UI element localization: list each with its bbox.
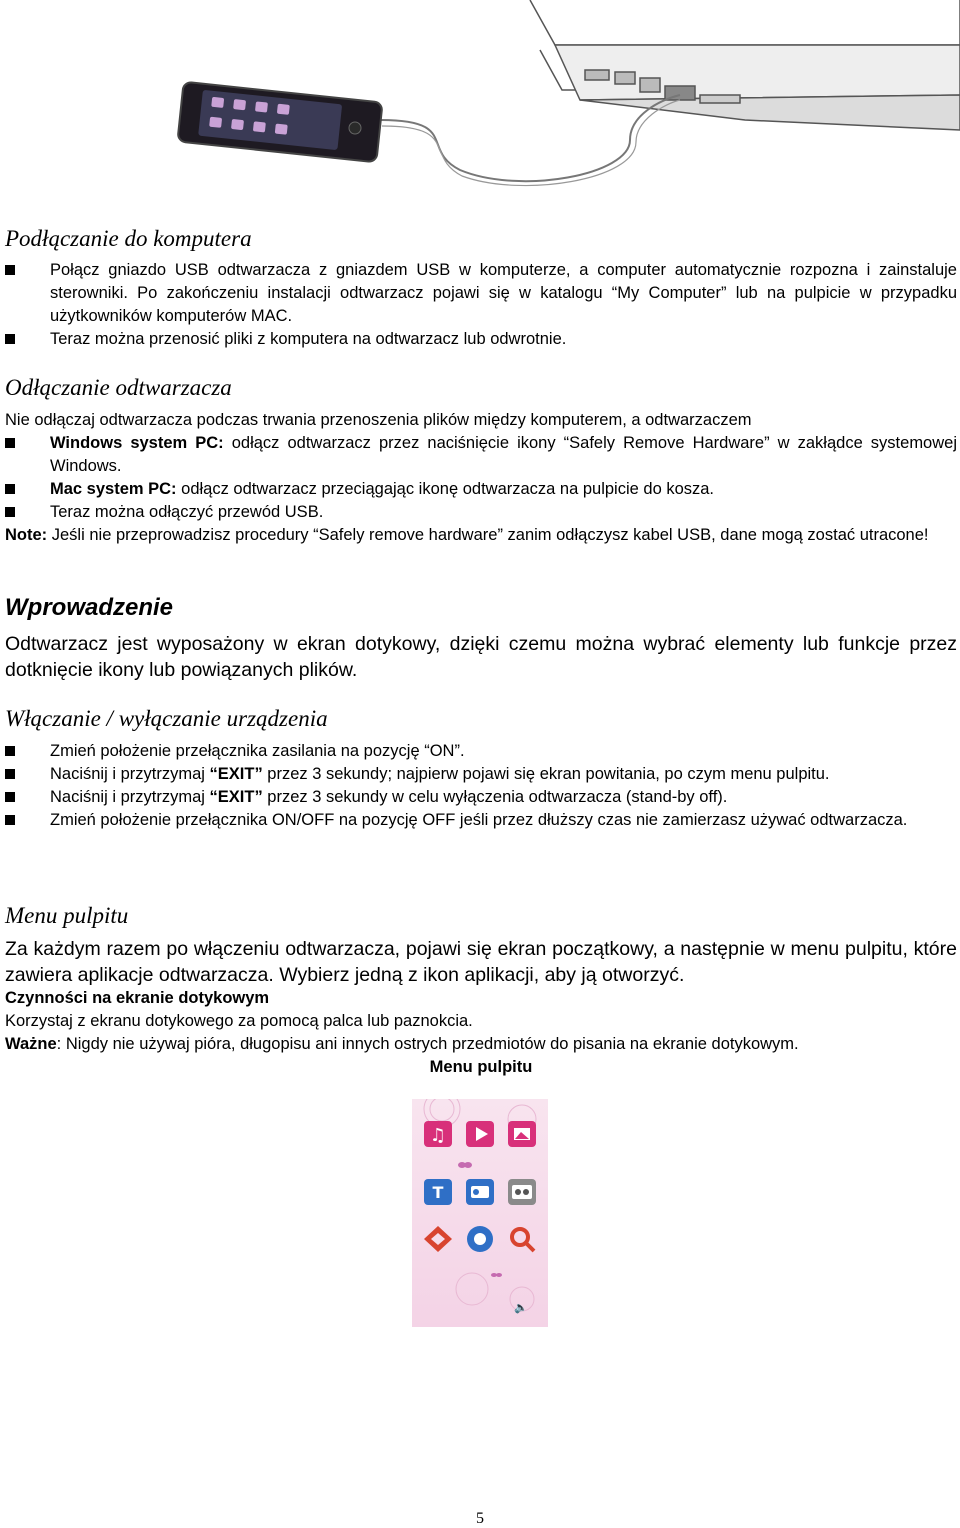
note-text: Jeśli nie przeprowadzisz procedury “Safely remove hardware” zanim odłączysz kabel USB, dane mogą zostać utracone! [47, 526, 929, 544]
subheading [5, 987, 957, 1010]
video-icon[interactable] [466, 1121, 494, 1147]
section-title: Menu pulpitu [5, 903, 129, 928]
section-body [5, 740, 957, 832]
volume-icon[interactable]: 🔈 [514, 1301, 528, 1314]
windows-label: Windows system PC: [50, 434, 224, 452]
mac-label: Mac system PC: [50, 480, 177, 498]
item-text: przez 3 sekundy; najpierw pojawi się ekran powitania, po czym menu pulpitu. [262, 765, 830, 783]
list-item [5, 786, 957, 809]
list-item [5, 763, 957, 786]
exit-label: “EXIT” [209, 788, 263, 806]
caption-text: Menu pulpitu [429, 1058, 533, 1076]
figure-caption [5, 1056, 957, 1079]
svg-text:T: T [432, 1183, 444, 1202]
paragraph: Za każdym razem po włączeniu odtwarzacza, pojawi się ekran początkowy, a następnie w menu pulpitu, które zawiera aplikacje odtwarzacza. Wybierz jedną z ikon aplikacji, aby ją otworzyć. [5, 938, 957, 986]
item-text: Naciśnij i przytrzymaj [50, 788, 210, 806]
section-body [5, 259, 957, 351]
section-title: Wprowadzenie [5, 594, 174, 621]
music-icon[interactable] [424, 1121, 452, 1147]
page-number: 5 [476, 1510, 484, 1527]
list-item [5, 432, 957, 478]
warning-label: Ważne [5, 1035, 57, 1053]
text-reader-icon[interactable] [424, 1179, 452, 1205]
touchscreen-section [5, 987, 957, 1079]
subheading-text: Czynności na ekranie dotykowym [5, 989, 270, 1007]
usb-cable [380, 95, 680, 181]
usb-connection-illustration [160, 0, 960, 200]
section-body [5, 631, 957, 683]
list-item: Zmień położenie przełącznika zasilania na pozycję “ON”. [5, 740, 957, 763]
item-text: Naciśnij i przytrzymaj [50, 765, 210, 783]
list-item: Teraz można odłączyć przewód USB. [5, 501, 957, 524]
section-title: Włączanie / wyłączanie urządzenia [5, 706, 328, 731]
exit-label: “EXIT” [209, 765, 263, 783]
list-item: Teraz można przenosić pliki z komputera na odtwarzacz lub odwrotnie. [5, 328, 957, 351]
settings-icon[interactable] [467, 1226, 493, 1252]
recorder-icon[interactable] [508, 1179, 536, 1205]
section-title: Podłączanie do komputera [5, 226, 252, 251]
paragraph: Nie odłączaj odtwarzacza podczas trwania przenoszenia plików między komputerem, a odtwarzaczem [5, 411, 752, 429]
paragraph: Korzystaj z ekranu dotykowego za pomocą palca lub paznokcia. [5, 1012, 473, 1030]
note-label: Note: [5, 526, 48, 544]
media-player-icon [177, 82, 382, 163]
list-item [5, 478, 957, 501]
desktop-menu-screen [412, 1099, 548, 1327]
paragraph: Odtwarzacz jest wyposażony w ekran dotykowy, dzięki czemu można wybrać elementy lub funkcje przez dotknięcie ikony lub powiązanych plików. [5, 633, 957, 681]
section-title: Odłączanie odtwarzacza [5, 375, 232, 400]
svg-text:♫: ♫ [429, 1125, 447, 1146]
warning-paragraph [5, 1033, 957, 1056]
list-item: Połącz gniazdo USB odtwarzacza z gniazdem USB w komputerze, a computer automatycznie rozpozna i zainstaluje sterowniki. Po zakończeniu instalacji odtwarzacz pojawi się w katalogu “My Computer” lub na pulpicie w przypadku użytkowników komputerów MAC. [5, 259, 957, 328]
item-text: przez 3 sekundy w celu wyłączenia odtwarzacza (stand-by off). [262, 788, 728, 806]
mac-text: odłącz odtwarzacz przeciągając ikonę odtwarzacza na pulpicie do kosza. [176, 480, 715, 498]
warning-text: : Nigdy nie używaj pióra, długopisu ani innych ostrych przedmiotów do pisania na ekranie dotykowym. [56, 1035, 799, 1053]
laptop-icon [530, 0, 960, 130]
photo-icon[interactable] [508, 1121, 536, 1147]
list-item: Zmień położenie przełącznika ON/OFF na pozycję OFF jeśli przez dłuższy czas nie zamierzasz używać odtwarzacza. [5, 809, 957, 832]
windows-text: odłącz odtwarzacz przez naciśnięcie ikony “Safely Remove Hardware” w zakłądce systemowej Windows. [50, 434, 957, 475]
note-paragraph [5, 524, 957, 547]
radio-icon[interactable] [466, 1179, 494, 1205]
section-body [5, 409, 957, 547]
section-body [5, 936, 957, 988]
